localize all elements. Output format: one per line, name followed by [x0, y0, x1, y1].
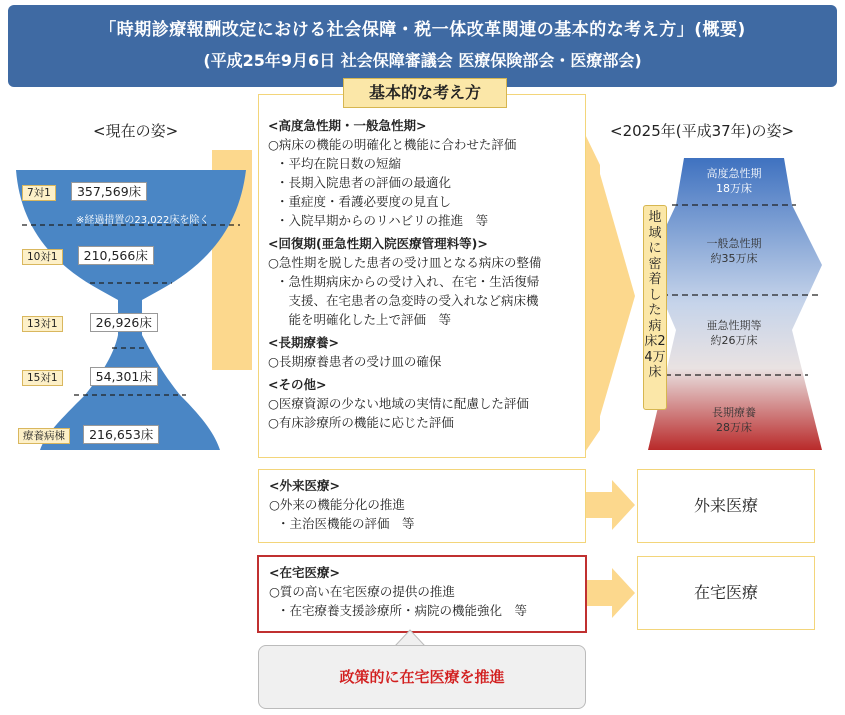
- outpatient-main: ○外来の機能分化の推進: [269, 497, 405, 512]
- current-label: 15対1: [22, 370, 63, 386]
- current-value: 216,653床: [83, 425, 159, 444]
- current-row-15: [22, 366, 158, 385]
- arrow-right-head: [596, 160, 635, 430]
- current-value: 357,569床: [71, 182, 147, 201]
- outpatient-box: [258, 469, 586, 543]
- home-box: [257, 555, 587, 633]
- current-row-10: [22, 245, 154, 264]
- future-segment-1: [690, 166, 778, 196]
- current-note: ※経過措置の23,022床を除く: [76, 215, 210, 226]
- segment-count: 18万床: [716, 182, 752, 195]
- arrow-outpatient: [586, 480, 635, 530]
- current-value: 54,301床: [90, 367, 158, 386]
- segment-count: 約35万床: [710, 252, 758, 265]
- segment-name: 高度急性期: [706, 167, 762, 180]
- acute-item: ・重症度・看護必要度の見直し: [276, 194, 452, 209]
- current-label: 10対1: [22, 249, 63, 265]
- header-title: 「時期診療報酬改定における社会保障・税一体改革関連の基本的な考え方」(概要): [99, 20, 746, 40]
- segment-count: 約26万床: [710, 334, 758, 347]
- current-row-7: [22, 181, 147, 200]
- recovery-item: ・急性期病床からの受け入れ、在宅・生活復帰: [276, 274, 540, 289]
- longterm-heading: <長期療養>: [268, 335, 339, 350]
- acute-main: ○病床の機能の明確化と機能に合わせた評価: [268, 137, 517, 152]
- acute-heading: <高度急性期・一般急性期>: [268, 118, 427, 133]
- acute-item: ・平均在院日数の短縮: [276, 156, 402, 171]
- longterm-main: ○長期療養患者の受け皿の確保: [268, 354, 442, 369]
- other-item: ○有床診療所の機能に応じた評価: [268, 415, 454, 430]
- segment-name: 亜急性期等: [706, 319, 762, 332]
- future-segment-4: [690, 405, 778, 435]
- outpatient-heading: <外来医療>: [269, 478, 340, 493]
- basic-content: [268, 116, 541, 432]
- current-label: 療養病棟: [18, 428, 70, 444]
- acute-item: ・入院早期からのリハビリの推進 等: [276, 213, 489, 228]
- home-heading: <在宅医療>: [269, 565, 340, 580]
- basic-title: 基本的な考え方: [343, 78, 507, 108]
- other-heading: <その他>: [268, 377, 327, 392]
- other-item: ○医療資源の少ない地域の実情に配慮した評価: [268, 396, 529, 411]
- acute-item: ・長期入院患者の評価の最適化: [276, 175, 452, 190]
- outpatient-sub: ・主治医機能の評価 等: [277, 516, 415, 531]
- arrow-home: [586, 568, 635, 618]
- segment-count: 28万床: [716, 421, 752, 434]
- home-main: ○質の高い在宅医療の提供の推進: [269, 584, 455, 599]
- current-title: <現在の姿>: [93, 122, 179, 140]
- future-title: <2025年(平成37年)の姿>: [610, 122, 795, 140]
- segment-name: 長期療養: [712, 406, 756, 419]
- header-subtitle: (平成25年9月6日 社会保障審議会 医療保険部会・医療部会): [203, 51, 642, 70]
- current-label: 13対1: [22, 316, 63, 332]
- current-value: 210,566床: [78, 246, 154, 265]
- future-segment-3: [690, 318, 778, 348]
- regional-beds-label: 地域に密着した病床24万床: [643, 205, 667, 410]
- segment-name: 一般急性期: [706, 237, 762, 250]
- recovery-item: 能を明確化した上で評価 等: [276, 312, 452, 327]
- future-segment-2: [690, 236, 778, 266]
- recovery-heading: <回復期(亜急性期入院医療管理料等)>: [268, 236, 488, 251]
- home-sub: ・在宅療養支援診療所・病院の機能強化 等: [277, 603, 528, 618]
- current-value: 26,926床: [90, 313, 158, 332]
- current-row-13: [22, 312, 158, 331]
- current-label: 7対1: [22, 185, 56, 201]
- policy-callout: 政策的に在宅医療を推進: [258, 645, 586, 709]
- recovery-item: 支援、在宅患者の急変時の受入れなど病床機: [276, 293, 539, 308]
- future-outpatient-box: 外来医療: [637, 469, 815, 543]
- future-home-box: 在宅医療: [637, 556, 815, 630]
- current-row-ryoyo: [18, 424, 159, 443]
- recovery-main: ○急性期を脱した患者の受け皿となる病床の整備: [268, 255, 542, 270]
